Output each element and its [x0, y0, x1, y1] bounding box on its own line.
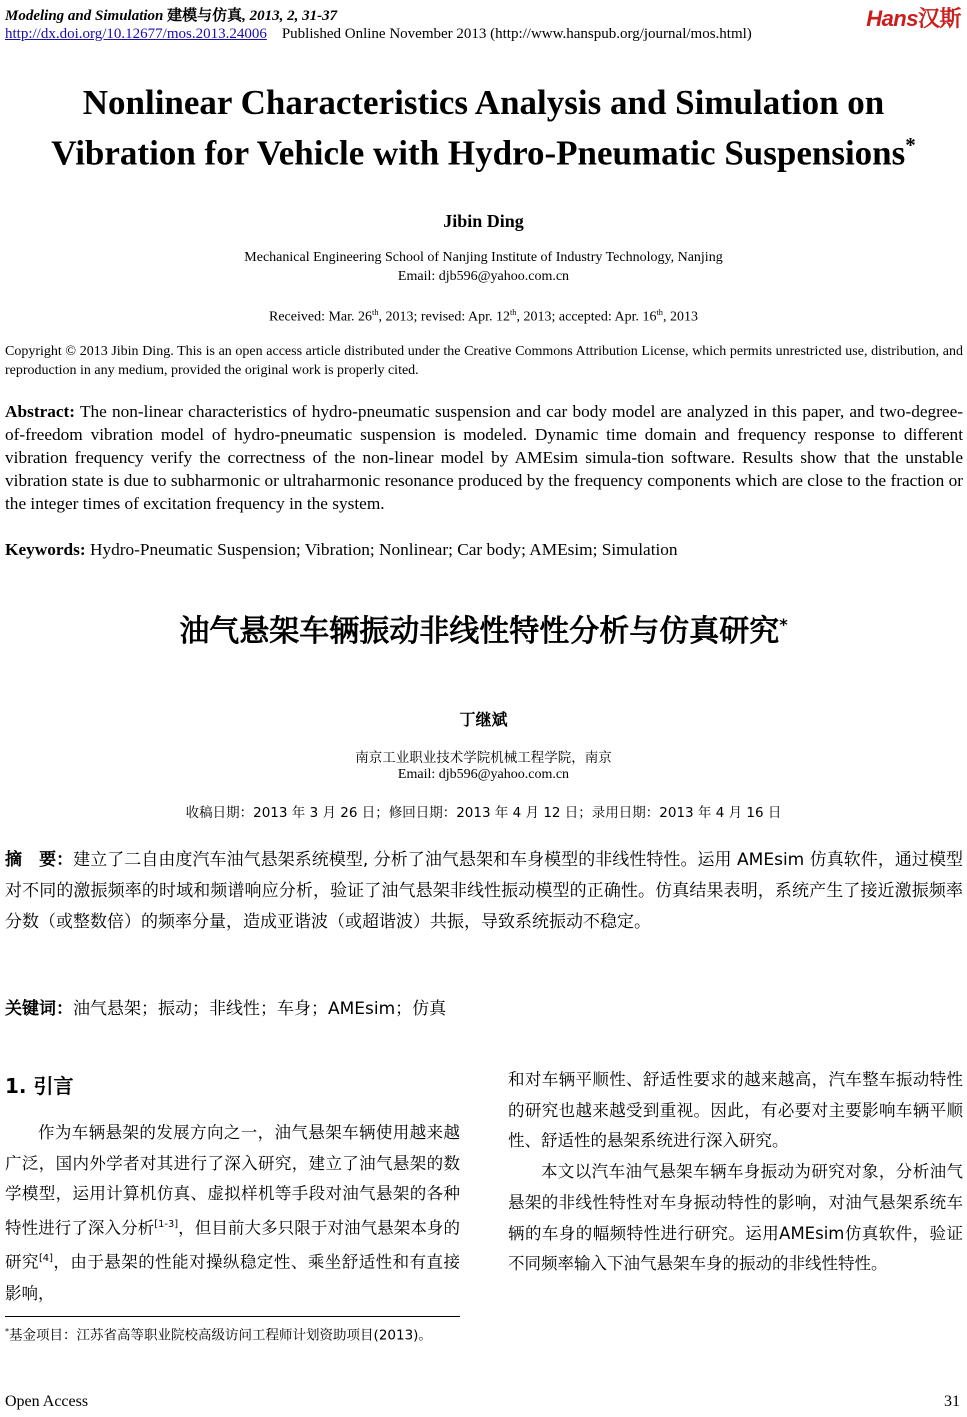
dates-en: Received: Mar. 26th, 2013; revised: Apr. 12th, 2013; accepted: Apr. 16th, 2013 — [269, 308, 698, 325]
paragraph: 本文以汽车油气悬架车辆车身振动为研究对象，分析油气悬架的非线性特性对车身振动特性的影响，对油气悬架系统车辆的车身的幅频特性进行研究。运用AMEsim仿真软件，验证不同频率输入下油气悬架车身的振动的非线性特性。 — [508, 1162, 963, 1274]
copyright-notice: Copyright © 2013 Jibin Ding. This is an open access article distributed under the Creative Commons Attribution License, which permits unrestricted use, distribution, and reproduction in any medium, provided the original work is properly cited. — [5, 344, 963, 378]
hans-logo: Hans汉斯 — [866, 6, 961, 31]
footer-open-access: Open Access — [5, 1393, 89, 1410]
journal-name-en: Modeling and Simulation — [5, 8, 164, 24]
abstract-text: The non-linear characteristics of hydro-pneumatic suspension and car body model are analyzed in this paper, and two-degree-of-freedom vibration model of hydro-pneumatic suspension is modeled. Dynamic time domain and frequency response to different vibration frequency verify the correctness of the non-linear model by AMEsim simula-tion software. Results show that the unstable vibration state is due to subharmonic or ultraharmonic resonance produced by the frequency components which are close to the fraction or the integer times of excitation frequency in the system. — [5, 402, 963, 513]
body-column-right — [508, 1065, 963, 1280]
keywords-label: Keywords: — [5, 540, 86, 559]
paragraph: 和对车辆平顺性、舒适性要求的越来越高，汽车整车振动特性的研究也越来越受到重视。因此，有必要对主要影响车辆平顺性、舒适性的悬架系统进行深入研究。 — [508, 1070, 963, 1151]
abstract-cn — [5, 845, 963, 938]
affiliation-en: Mechanical Engineering School of Nanjing Institute of Industry Technology, Nanjing — [244, 250, 723, 265]
paragraph: 作为车辆悬架的发展方向之一，油气悬架车辆使用越来越广泛，国内外学者对其进行了深入研究，建立了油气悬架的数学模型，运用计算机仿真、虚拟样机等手段对油气悬架的各种特性进行了深入分析[1-3]，但目前大多只限于对油气悬架本身的研究[4]，由于悬架的性能对操纵稳定性、乘坐舒适性和有直接影响， — [5, 1123, 461, 1303]
section-heading-introduction: 1. 引言 — [5, 1074, 74, 1098]
footnote: *基金项目：江苏省高等职业院校高级访问工程师计划资助项目(2013)。 — [5, 1326, 432, 1344]
volume-info: , 2013, 2, 31-37 — [242, 8, 338, 24]
email-cn: Email: djb596@yahoo.com.cn — [397, 767, 570, 782]
abstract-label: Abstract: — [5, 402, 76, 421]
journal-name-cn: 建模与仿真 — [167, 6, 243, 24]
citation: [4] — [38, 1253, 53, 1265]
footnote-divider — [5, 1316, 460, 1317]
citation: [1-3] — [154, 1219, 179, 1231]
page-number: 31 — [944, 1393, 960, 1410]
abstract-en — [5, 400, 963, 515]
published-online: Published Online November 2013 (http://www.hanspub.org/journal/mos.html) — [281, 26, 752, 42]
abstract-cn-label: 摘 要： — [5, 850, 74, 870]
journal-header — [5, 4, 337, 25]
affiliation-cn: 南京工业职业技术学院机械工程学院，南京 — [355, 750, 612, 766]
paper-title-en: Nonlinear Characteristics Analysis and Simulation on Vibration for Vehicle with Hydro-Pneumatic Suspensions* — [51, 83, 916, 173]
doi-link[interactable]: http://dx.doi.org/10.12677/mos.2013.24006 — [5, 26, 267, 42]
keywords-cn-label: 关键词： — [5, 999, 73, 1019]
keywords-cn-text: 油气悬架；振动；非线性；车身；AMEsim；仿真 — [73, 999, 447, 1019]
author-en: Jibin Ding — [443, 211, 524, 231]
keywords-text: Hydro-Pneumatic Suspension; Vibration; Nonlinear; Car body; AMEsim; Simulation — [89, 540, 678, 559]
dates-cn: 收稿日期：2013 年 3 月 26 日；修回日期：2013 年 4 月 12 日；录用日期：2013 年 4 月 16 日 — [185, 805, 782, 821]
body-column-left — [5, 1118, 460, 1309]
author-cn: 丁继斌 — [459, 710, 508, 729]
keywords-en — [5, 540, 678, 560]
abstract-cn-text: 建立了二自由度汽车油气悬架系统模型, 分析了油气悬架和车身模型的非线性特性。运用 AMEsim 仿真软件，通过模型对不同的激振频率的时域和频谱响应分析，验证了油气悬架非线性振动模型的正确性。仿真结果表明，系统产生了接近激振频率分数（或整数倍）的频率分量，造成亚谐波（或超谐波）共振，导致系统振动不稳定。 — [5, 850, 963, 932]
publication-line — [5, 26, 752, 43]
email-en: Email: djb596@yahoo.com.cn — [397, 269, 570, 284]
paper-title-cn: 油气悬架车辆振动非线性特性分析与仿真研究* — [179, 614, 788, 649]
keywords-cn — [5, 994, 446, 1019]
